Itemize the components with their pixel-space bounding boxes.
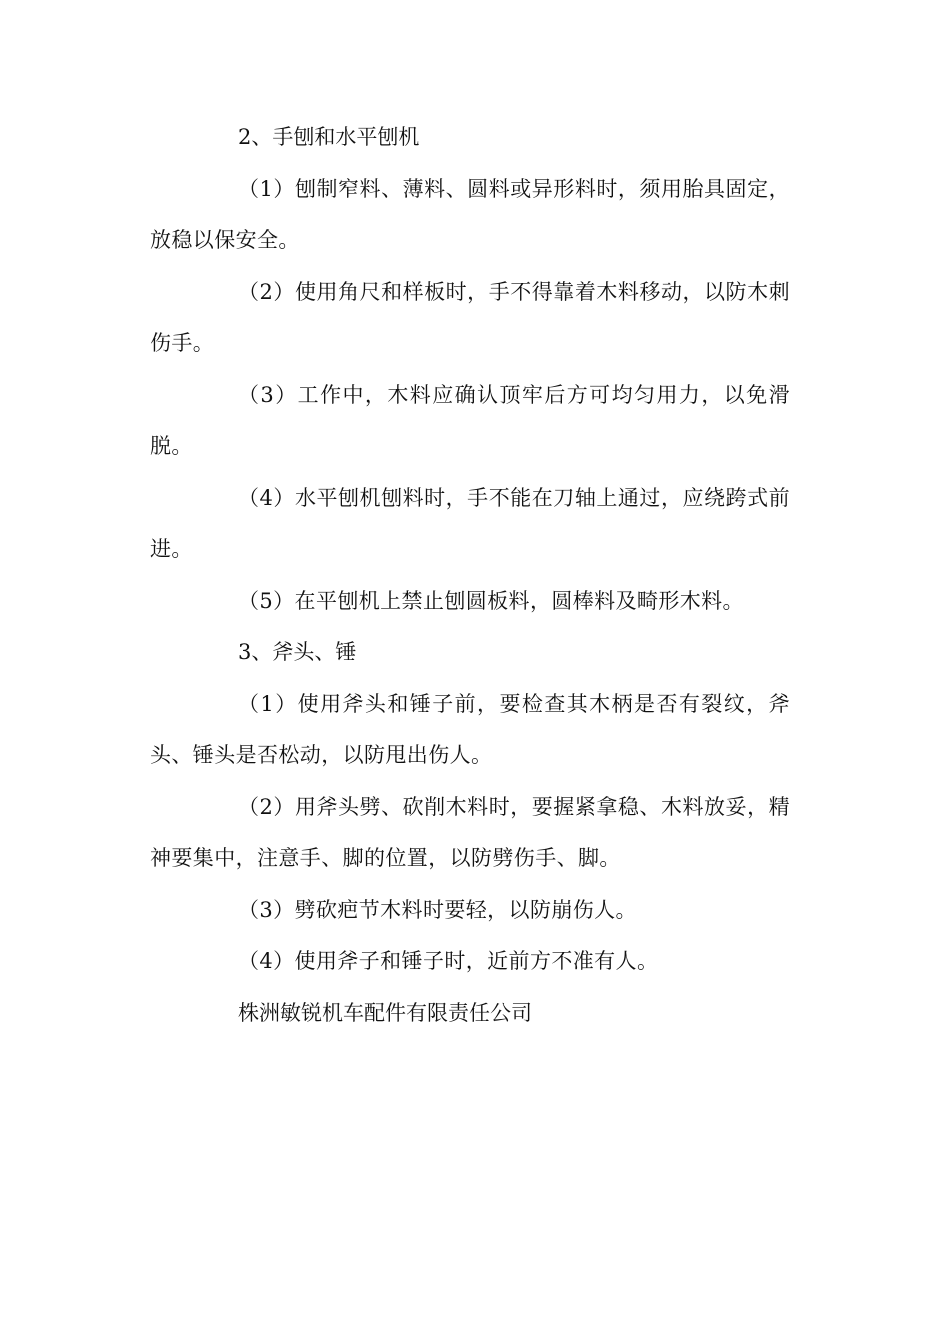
list-item: （1）使用斧头和锤子前，要检查其木柄是否有裂纹，斧头、锤头是否松动，以防甩出伤人。: [150, 691, 790, 767]
list-item: （5）在平刨机上禁止刨圆板料，圆棒料及畸形木料。: [238, 588, 744, 613]
list-item: （2）用斧头劈、砍削木料时，要握紧拿稳、木料放妥，精神要集中，注意手、脚的位置，以防劈伤手、脚。: [150, 794, 790, 870]
list-item: （3）劈砍疤节木料时要轻，以防崩伤人。: [238, 897, 637, 922]
document-body: [150, 112, 790, 1039]
company-name: 株洲敏锐机车配件有限责任公司: [238, 1000, 532, 1025]
list-item: （4）使用斧子和锤子时，近前方不准有人。: [238, 949, 659, 973]
list-item: （4）水平刨机刨料时，手不能在刀轴上通过，应绕跨式前进。: [150, 485, 790, 561]
section-heading-axe-hammer: 3、斧头、锤: [238, 640, 357, 664]
list-item: （1）刨制窄料、薄料、圆料或异形料时，须用胎具固定，放稳以保安全。: [150, 176, 790, 252]
list-item: （2）使用角尺和样板时，手不得靠着木料移动，以防木刺伤手。: [150, 279, 790, 355]
list-item: （3）工作中，木料应确认顶牢后方可均匀用力，以免滑脱。: [150, 382, 790, 458]
section-heading-planer: 2、手刨和水平刨机: [238, 125, 420, 149]
